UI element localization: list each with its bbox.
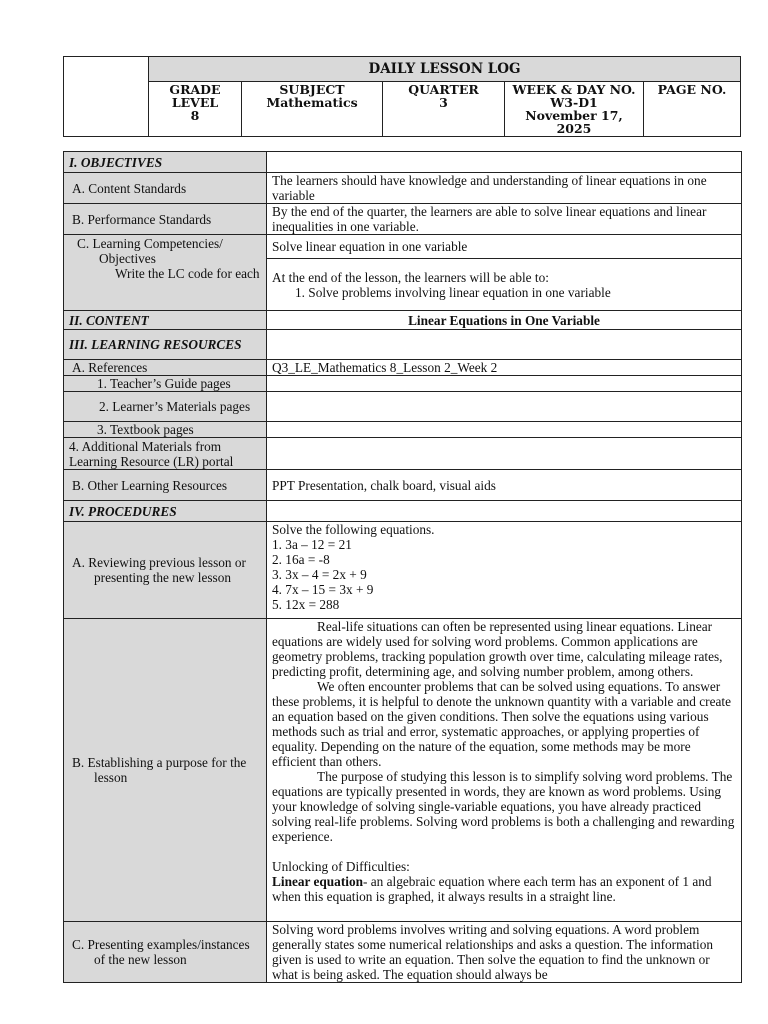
procedures-heading: IV. PROCEDURES xyxy=(64,501,267,522)
purpose-paragraph-2: We often encounter problems that can be solved using equations. To answer these problems, it is helpful to denote the unknown quantity with a variable and create an equation based on the given conditions. Then solve the equations using various methods such as trial and error, systematic approaches, or applying properties of equality. Depending on the nature of the equation, some methods may be more efficient than others. xyxy=(272,679,731,769)
quarter-label: QUARTER xyxy=(408,82,479,97)
other-resources-label: B. Other Learning Resources xyxy=(64,470,267,501)
lesson-table xyxy=(63,151,742,983)
textbook-value xyxy=(267,422,742,438)
week-day-cell xyxy=(505,82,644,137)
page-title: DAILY LESSON LOG xyxy=(149,57,741,82)
procedure-b-cell xyxy=(267,619,742,922)
learners-materials-value xyxy=(267,392,742,422)
quarter-value: 3 xyxy=(439,95,448,110)
procedure-c-label: C. Presenting examples/instances of the new lesson xyxy=(64,922,267,983)
procedures-heading-blank xyxy=(267,501,742,522)
content-value: Linear Equations in One Variable xyxy=(267,311,742,330)
subject-value: Mathematics xyxy=(266,95,358,110)
procedure-c-text: Solving word problems involves writing and solving equations. A word problem generally states some numerical relationships and asks a question. The information given is used to write an equation. Then solve the equation to find the unknown or what is being asked. The equation should always be xyxy=(267,922,742,983)
lc-code-label: Write the LC code for each xyxy=(115,266,260,281)
equation-item: 2. 16a = -8 xyxy=(272,552,330,567)
references-label: A. References xyxy=(64,360,267,376)
teachers-guide-label: 1. Teacher’s Guide pages xyxy=(64,376,267,392)
content-standards-label: A. Content Standards xyxy=(64,173,267,204)
term-definition: - an algebraic equation where each term has an exponent of 1 and when this equation is graphed, it always results in a straight line. xyxy=(272,874,712,904)
objectives-heading: I. OBJECTIVES xyxy=(64,152,267,173)
procedure-b-label: B. Establishing a purpose for the lesson xyxy=(64,619,267,922)
textbook-label: 3. Textbook pages xyxy=(64,422,267,438)
defined-term: Linear equation xyxy=(272,874,364,889)
procedure-a-intro: Solve the following equations. xyxy=(272,522,435,537)
objectives-cell xyxy=(267,259,742,311)
procedure-a-cell xyxy=(267,522,742,619)
objectives-heading-blank xyxy=(267,152,742,173)
page-no-label: PAGE NO. xyxy=(657,82,727,97)
week-day-label: WEEK & DAY NO. xyxy=(512,82,636,97)
equation-item: 3. 3x – 4 = 2x + 9 xyxy=(272,567,367,582)
quarter-cell xyxy=(383,82,505,137)
equation-item: 5. 12x = 288 xyxy=(272,597,340,612)
week-day-value: W3-D1 xyxy=(550,95,598,110)
content-heading: II. CONTENT xyxy=(64,311,267,330)
references-value: Q3_LE_Mathematics 8_Lesson 2_Week 2 xyxy=(267,360,742,376)
learners-materials-label: 2. Learner’s Materials pages xyxy=(64,392,267,422)
header-table xyxy=(63,56,741,137)
equation-item: 4. 7x – 15 = 3x + 9 xyxy=(272,582,374,597)
header-blank-cell xyxy=(64,57,149,137)
content-standards-text: The learners should have knowledge and understanding of linear equations in one variable xyxy=(267,173,742,204)
subject-cell xyxy=(242,82,383,137)
resources-heading: III. LEARNING RESOURCES xyxy=(64,330,267,360)
competencies-label-cell xyxy=(64,235,267,311)
additional-materials-label: 4. Additional Materials from Learning Resource (LR) portal xyxy=(64,438,267,470)
purpose-paragraph-3: The purpose of studying this lesson is to simplify solving word problems. The equations are typically presented in words, they are known as word problems. Using your knowledge of solving single-variable equations, you have already practiced solving real-life problems. Solving word problems is both a challenging and rewarding experience. xyxy=(272,769,735,844)
teachers-guide-value xyxy=(267,376,742,392)
competency-text: Solve linear equation in one variable xyxy=(267,235,742,259)
resources-heading-blank xyxy=(267,330,742,360)
performance-standards-text: By the end of the quarter, the learners are able to solve linear equations and linear inequalities in one variable. xyxy=(267,204,742,235)
grade-level-cell xyxy=(149,82,242,137)
grade-level-label: GRADE LEVEL xyxy=(169,82,221,110)
page-no-cell xyxy=(644,82,741,137)
objectives-intro: At the end of the lesson, the learners will be able to: xyxy=(272,269,549,285)
purpose-paragraph-1: Real-life situations can often be represented using linear equations. Linear equations are widely used for solving word problems. Common applications are geometry problems, tracking population growth over time, calculating mileage rates, predicting profit, determining age, and solving number problem, among others. xyxy=(272,619,723,679)
subject-label: SUBJECT xyxy=(279,82,345,97)
additional-materials-value xyxy=(267,438,742,470)
performance-standards-label: B. Performance Standards xyxy=(64,204,267,235)
competencies-label: C. Learning Competencies/ Objectives xyxy=(77,236,223,266)
unlocking-heading: Unlocking of Difficulties: xyxy=(272,859,410,874)
procedure-a-label: A. Reviewing previous lesson or presenting the new lesson xyxy=(64,522,267,619)
date-value: November 17, 2025 xyxy=(525,108,623,136)
other-resources-value: PPT Presentation, chalk board, visual aids xyxy=(267,470,742,501)
equation-item: 1. 3a – 12 = 21 xyxy=(272,537,352,552)
definition-paragraph xyxy=(272,874,736,904)
grade-level-value: 8 xyxy=(190,108,200,123)
objective-item: 1. Solve problems involving linear equation in one variable xyxy=(295,284,611,300)
